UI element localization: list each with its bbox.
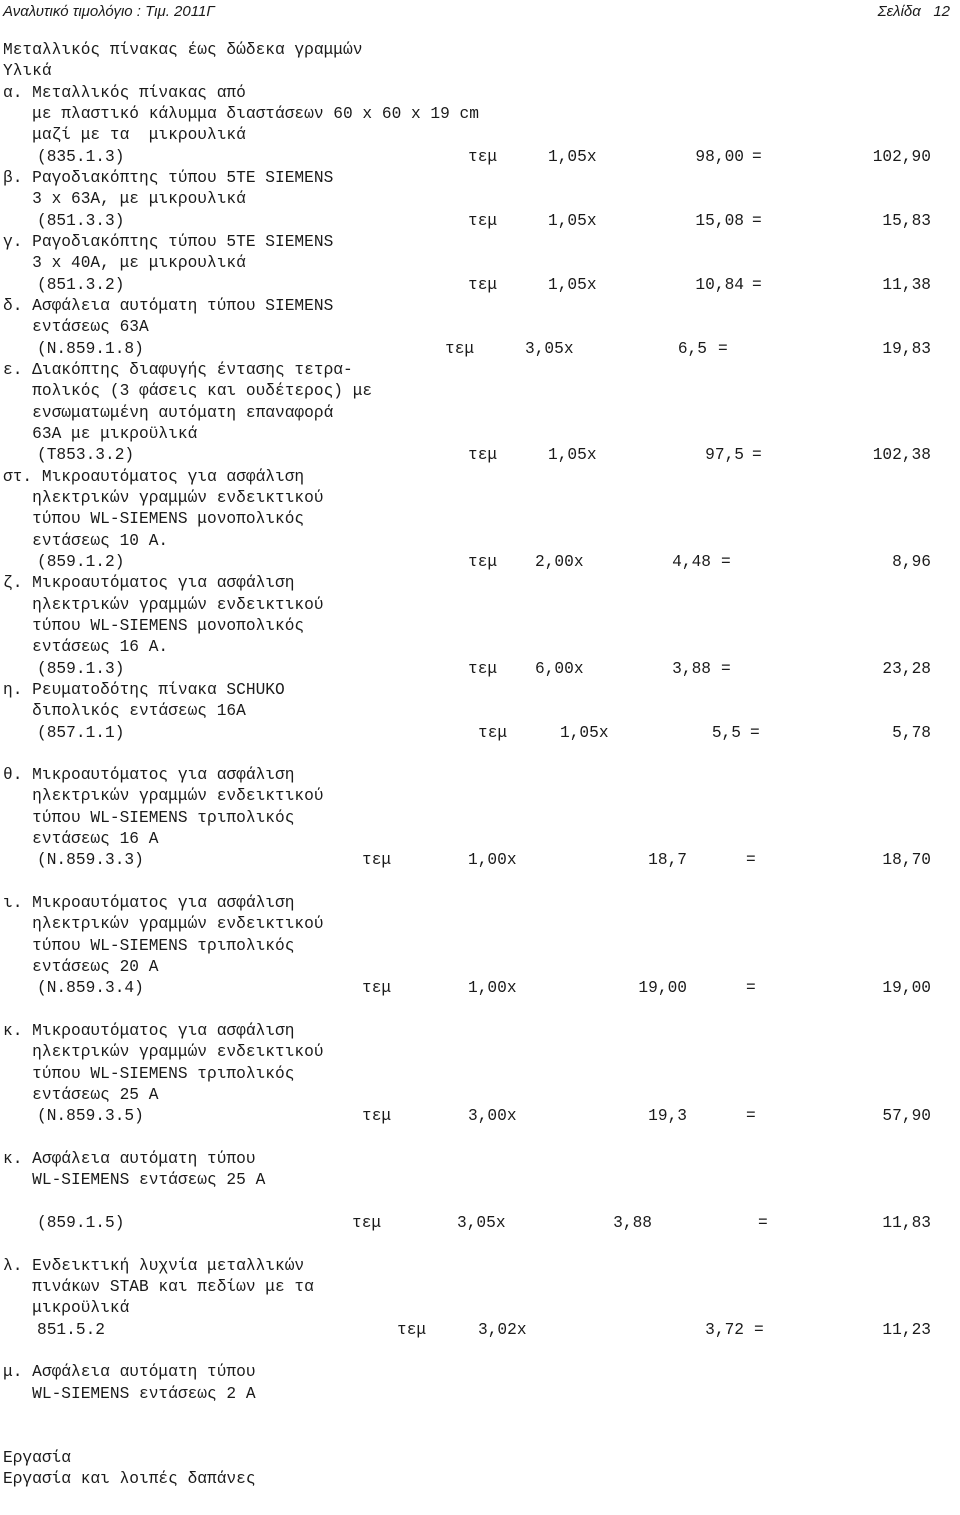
item-description-line [0,168,960,189]
item-code: (859.1.2) [37,552,125,571]
item-description-line [0,104,960,125]
labor-subheading: Εργασία και λοιπές δαπάνες [3,1469,256,1488]
item-unit-price: 3,72 [705,1320,744,1339]
item-total: 8,96 [892,552,931,571]
price-item [0,360,960,467]
item-quantity: 3,00x [468,1107,517,1126]
item-description-line [0,616,960,637]
item-code: (857.1.1) [37,723,125,742]
item-description-line [0,1085,960,1106]
item-description-line [0,573,960,594]
item-unit-price: 15,08 [695,211,744,230]
item-unit-price: 19,3 [648,1107,687,1126]
item-unit: τεμ [468,147,498,166]
item-description-line [0,509,960,530]
item-description: δ. Ασφάλεια αυτόματη τύπου SIEMENS [3,296,334,315]
item-description-line [0,893,960,914]
price-item [0,296,960,360]
item-unit: τεμ [468,446,498,465]
equals-sign: = [721,659,731,678]
item-unit-price: 98,00 [695,147,744,166]
item-description-line [0,189,960,210]
item-description-line [0,317,960,338]
item-quantity: 3,02x [478,1320,527,1339]
item-quantity: 1,00x [468,979,517,998]
item-description-line [0,381,960,402]
price-item [0,168,960,232]
item-unit: τεμ [468,275,498,294]
item-description: WL-SIEMENS εντάσεως 2 Α [3,1384,256,1403]
item-description: 3 x 63A, με μικρουλικά [3,190,246,209]
item-description: ηλεκτρικών γραμμών ενδεικτικού [3,488,324,507]
materials-heading: Υλικά [3,62,52,81]
item-unit-price: 3,88 [672,659,711,678]
item-unit: τεμ [362,851,392,870]
item-description: πινάκων STAB και πεδίων με τα [3,1278,314,1297]
item-unit-price: 18,7 [648,851,687,870]
price-item [0,1128,960,1235]
item-calculation-row [0,211,960,232]
item-description-line [0,595,960,616]
item-total: 102,38 [872,446,931,465]
item-description-line [0,232,960,253]
equals-sign: = [752,147,762,166]
item-list [0,83,960,1405]
item-unit: τεμ [468,659,498,678]
item-description-line [0,1298,960,1319]
item-description-line [0,786,960,807]
page-indicator [878,3,950,20]
item-total: 57,90 [882,1107,931,1126]
item-unit: τεμ [362,979,392,998]
equals-sign: = [746,1107,756,1126]
item-description: α. Μεταλλικός πίνακας από [3,83,246,102]
item-calculation-row [0,552,960,573]
price-item [0,232,960,296]
item-description: διπολικός εντάσεως 16Α [3,702,246,721]
item-quantity: 1,05x [548,147,597,166]
item-description-line [0,467,960,488]
item-unit: τεμ [362,1107,392,1126]
item-calculation-row [0,339,960,360]
item-total: 23,28 [882,659,931,678]
equals-sign: = [718,339,728,358]
item-unit-price: 6,5 [677,339,707,358]
item-description-line [0,1042,960,1063]
page-label: Σελίδα [877,3,921,20]
item-calculation-row [0,978,960,999]
item-description-line [0,701,960,722]
item-unit-price: 97,5 [705,446,744,465]
item-description: κ. Μικροαυτόματος για ασφάλιση [3,1022,295,1041]
equals-sign: = [754,1320,764,1339]
price-item [0,573,960,680]
item-description: λ. Ενδεικτική λυχνία μεταλλικών [3,1256,305,1275]
item-calculation-row [0,850,960,871]
price-item [0,1000,960,1128]
price-item [0,744,960,872]
item-code: 851.5.2 [37,1320,105,1339]
equals-sign: = [750,723,760,742]
item-description: η. Ρευματοδότης πίνακα SCHUKO [3,680,285,699]
item-description-line [0,829,960,850]
item-calculation-row [0,445,960,466]
equals-sign: = [721,552,731,571]
item-description: μαζί με τα μικρουλικά [3,126,246,145]
labor-heading: Εργασία [3,1448,71,1467]
item-description-line [0,1149,960,1170]
price-item [0,1234,960,1341]
item-description: πολικός (3 φάσεις και ουδέτερος) με [3,382,373,401]
item-description: εντάσεως 63Α [3,318,149,337]
item-description: τύπου WL-SIEMENS τριπολικός [3,808,295,827]
item-quantity: 1,05x [548,211,597,230]
item-code: (851.3.3) [37,211,125,230]
item-quantity: 1,00x [468,851,517,870]
item-code: (Ν.859.1.8) [37,339,144,358]
item-total: 15,83 [882,211,931,230]
item-total: 11,38 [882,275,931,294]
item-description: μ. Ασφάλεια αυτόματη τύπου [3,1363,256,1382]
item-description: εντάσεως 16 Α [3,830,159,849]
item-description: θ. Μικροαυτόματος για ασφάλιση [3,766,295,785]
price-item [0,680,960,744]
item-calculation-row [0,147,960,168]
item-code: (Ν.859.3.4) [37,979,144,998]
item-description-line [0,1277,960,1298]
price-item [0,83,960,168]
item-description: στ. Μικροαυτόματος για ασφάλιση [3,467,305,486]
item-unit: τεμ [468,552,498,571]
item-total: 5,78 [892,723,931,742]
item-unit-price: 10,84 [695,275,744,294]
item-description-line [0,808,960,829]
item-description: τύπου WL-SIEMENS τριπολικός [3,936,295,955]
item-code: (Ν.859.3.5) [37,1107,144,1126]
item-description-line [0,680,960,701]
item-description: με πλαστικό κάλυμμα διαστάσεων 60 x 60 x 19 cm [3,104,479,123]
item-description: γ. Ραγοδιακόπτης τύπου 5TE SIEMENS [3,232,334,251]
page-number: 12 [933,3,950,20]
item-description: κ. Ασφάλεια αυτόματη τύπου [3,1150,256,1169]
item-description-line [0,360,960,381]
item-description-line [0,83,960,104]
item-description: ηλεκτρικών γραμμών ενδεικτικού [3,787,324,806]
item-description: 63Α με μικροϋλικά [3,424,198,443]
item-unit-price: 19,00 [638,979,687,998]
item-description: β. Ραγοδιακόπτης τύπου 5TE SIEMENS [3,168,334,187]
item-description: τύπου WL-SIEMENS μονοπολικός [3,510,305,529]
item-description: ε. Διακόπτης διαφυγής έντασης τετρα- [3,360,353,379]
item-description-line [0,125,960,146]
item-total: 19,83 [882,339,931,358]
document-title: Αναλυτικό τιμολόγιο : Τιμ. 2011Γ [3,3,215,20]
item-description-line [0,424,960,445]
item-description: εντάσεως 25 Α [3,1086,159,1105]
equals-sign: = [752,211,762,230]
item-code: (851.3.2) [37,275,125,294]
item-description: τύπου WL-SIEMENS μονοπολικός [3,616,305,635]
equals-sign: = [752,275,762,294]
item-code: (859.1.5) [37,1214,125,1233]
price-item [0,872,960,1000]
item-description-line [0,914,960,935]
item-quantity: 1,05x [560,723,609,742]
item-description: ενσωματωμένη αυτόματη επαναφορά [3,403,334,422]
item-total: 11,83 [882,1214,931,1233]
item-description: εντάσεως 20 Α [3,958,159,977]
item-description: ζ. Μικροαυτόματος για ασφάλιση [3,574,295,593]
item-unit: τεμ [397,1320,427,1339]
item-total: 102,90 [872,147,931,166]
item-description: τύπου WL-SIEMENS τριπολικός [3,1064,295,1083]
item-quantity: 6,00x [535,659,584,678]
item-description: ηλεκτρικών γραμμών ενδεικτικού [3,915,324,934]
item-description: ηλεκτρικών γραμμών ενδεικτικού [3,1043,324,1062]
item-description-line [0,637,960,658]
item-unit: τεμ [468,211,498,230]
item-quantity: 1,05x [548,446,597,465]
item-calculation-row [0,1320,960,1341]
item-quantity: 1,05x [548,275,597,294]
item-code: (Τ853.3.2) [37,446,135,465]
section-title: Μεταλλικός πίνακας έως δώδεκα γραμμών [3,41,363,59]
item-description-line [0,1256,960,1277]
equals-sign: = [746,979,756,998]
item-total: 19,00 [882,979,931,998]
item-calculation-row [0,659,960,680]
item-description-line [0,936,960,957]
item-description-line [0,1362,960,1383]
item-description-line [0,957,960,978]
item-unit-price: 5,5 [711,723,741,742]
item-description-line [0,1384,960,1405]
item-description: 3 x 40A, με μικρουλικά [3,254,246,273]
equals-sign: = [746,851,756,870]
item-code: (Ν.859.3.3) [37,851,144,870]
item-unit-price: 3,88 [613,1214,652,1233]
item-calculation-row [0,1106,960,1127]
item-description-line [0,1021,960,1042]
item-description: μικροϋλικά [3,1299,130,1318]
item-description-line [0,253,960,274]
item-total: 18,70 [882,851,931,870]
item-total: 11,23 [882,1320,931,1339]
item-description: WL-SIEMENS εντάσεως 25 Α [3,1171,266,1190]
item-unit: τεμ [352,1214,382,1233]
item-calculation-row [0,275,960,296]
price-item [0,467,960,574]
item-description: ηλεκτρικών γραμμών ενδεικτικού [3,595,324,614]
item-unit-price: 4,48 [672,552,711,571]
item-description-line [0,531,960,552]
equals-sign: = [758,1214,768,1233]
item-calculation-row [0,723,960,744]
document-body [0,40,960,1490]
item-quantity: 2,00x [535,552,584,571]
item-code: (835.1.3) [37,147,125,166]
page-header [0,0,960,28]
item-quantity: 3,05x [525,339,574,358]
item-description-line [0,1064,960,1085]
item-quantity: 3,05x [457,1214,506,1233]
item-description: εντάσεως 10 Α. [3,531,169,550]
item-description: εντάσεως 16 Α. [3,638,169,657]
item-code: (859.1.3) [37,659,125,678]
item-description-line [0,765,960,786]
item-description-line [0,403,960,424]
item-unit: τεμ [478,723,508,742]
item-description: ι. Μικροαυτόματος για ασφάλιση [3,894,295,913]
item-description-line [0,488,960,509]
price-item [0,1341,960,1405]
item-unit: τεμ [445,339,475,358]
item-description-line [0,296,960,317]
equals-sign: = [752,446,762,465]
item-description-line [0,1170,960,1191]
item-calculation-row [0,1213,960,1234]
